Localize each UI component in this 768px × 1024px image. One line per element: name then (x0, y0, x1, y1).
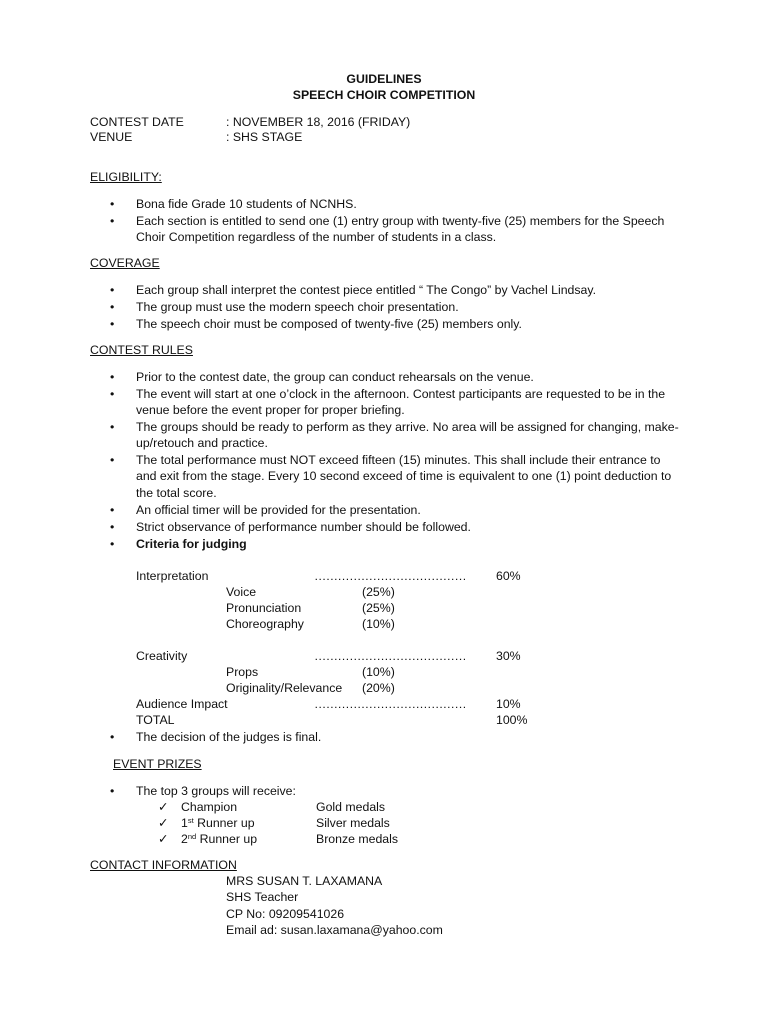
criteria-choreography-value: (10%) (362, 617, 395, 631)
rule-item: The event will start at one o’clock in the afternoon. Contest participants are requested to be in the venue before the event proper for proper briefing. (136, 387, 666, 418)
criteria-voice-label: Voice (226, 585, 257, 599)
bullet-icon: • (110, 214, 115, 228)
prize-place-number: 2 (181, 832, 188, 846)
venue-label: VENUE (90, 130, 133, 144)
prizes-intro: The top 3 groups will receive: (136, 784, 296, 798)
checkmark-icon: ✓ (158, 800, 169, 814)
criteria-leader-dots: ………………………………… (314, 697, 467, 711)
criteria-total-value: 100% (496, 713, 528, 727)
contest-date-label: CONTEST DATE (90, 115, 184, 129)
bullet-icon: • (110, 730, 115, 744)
prize-silver: Silver medals (316, 816, 390, 830)
prize-place-first-runner-up (181, 815, 255, 831)
criteria-pronunciation-label: Pronunciation (226, 601, 302, 615)
bullet-icon: • (110, 453, 115, 467)
rule-item: Prior to the contest date, the group can conduct rehearsals on the venue. (136, 370, 534, 384)
bullet-icon: • (110, 420, 115, 434)
final-decision-note: The decision of the judges is final. (136, 730, 322, 744)
contact-name: MRS SUSAN T. LAXAMANA (226, 874, 383, 888)
rule-item: The groups should be ready to perform as they arrive. No area will be assigned for changing, make-up/retouch and practice. (136, 420, 679, 451)
rule-item: The total performance must NOT exceed fifteen (15) minutes. This shall include their entrance to and exit from the stage. Every 10 second exceed of time is equivalent to one (1) point deduction to the total score. (136, 453, 672, 500)
criteria-creativity-label: Creativity (136, 649, 188, 663)
criteria-interpretation-label: Interpretation (136, 569, 209, 583)
bullet-icon: • (110, 537, 115, 551)
prize-place-text: Runner up (193, 816, 255, 830)
criteria-interpretation-value: 60% (496, 569, 521, 583)
criteria-props-value: (10%) (362, 665, 395, 679)
criteria-creativity-value: 30% (496, 649, 521, 663)
criteria-choreography-label: Choreography (226, 617, 304, 631)
contact-heading: CONTACT INFORMATION (90, 858, 237, 872)
criteria-heading: Criteria for judging (136, 537, 247, 551)
contest-date-value: : NOVEMBER 18, 2016 (FRIDAY) (226, 115, 411, 129)
bullet-icon: • (110, 503, 115, 517)
bullet-icon: • (110, 784, 115, 798)
rule-item: Strict observance of performance number should be followed. (136, 520, 471, 534)
contact-phone: CP No: 09209541026 (226, 907, 345, 921)
bullet-icon: • (110, 300, 115, 314)
coverage-heading: COVERAGE (90, 256, 160, 270)
coverage-item: Each group shall interpret the contest piece entitled “ The Congo” by Vachel Lindsay. (136, 283, 597, 297)
document-subtitle: SPEECH CHOIR COMPETITION (292, 88, 476, 102)
criteria-originality-label: Originality/Relevance (226, 681, 343, 695)
checkmark-icon: ✓ (158, 816, 169, 830)
checkmark-icon: ✓ (158, 832, 169, 846)
prize-place-number: 1 (181, 816, 188, 830)
criteria-voice-value: (25%) (362, 585, 395, 599)
contact-email: Email ad: susan.laxamana@yahoo.com (226, 923, 443, 937)
rule-item: An official timer will be provided for the presentation. (136, 503, 421, 517)
prize-place-champion: Champion (181, 800, 238, 814)
contest-rules-heading: CONTEST RULES (90, 343, 193, 357)
coverage-item: The group must use the modern speech choir presentation. (136, 300, 459, 314)
criteria-leader-dots: ………………………………… (314, 649, 467, 663)
event-prizes-heading: EVENT PRIZES (113, 757, 202, 771)
criteria-leader-dots: ………………………………… (314, 569, 467, 583)
criteria-audience-value: 10% (496, 697, 521, 711)
eligibility-item: Bona fide Grade 10 students of NCNHS. (136, 197, 357, 211)
venue-value: : SHS STAGE (226, 130, 303, 144)
eligibility-heading: ELIGIBILITY: (90, 170, 162, 184)
criteria-pronunciation-value: (25%) (362, 601, 395, 615)
document-title: GUIDELINES (346, 72, 422, 86)
prize-gold: Gold medals (316, 800, 386, 814)
criteria-audience-label: Audience Impact (136, 697, 228, 711)
contact-role: SHS Teacher (226, 890, 299, 904)
ordinal-suffix: nd (187, 832, 197, 841)
eligibility-item: Each section is entitled to send one (1) entry group with twenty-five (25) members for the Speech Choir Competition regardless of the number of students in a class. (136, 214, 665, 245)
bullet-icon: • (110, 283, 115, 297)
criteria-originality-value: (20%) (362, 681, 395, 695)
prize-place-text: Runner up (196, 832, 258, 846)
prize-place-second-runner-up (181, 831, 257, 847)
bullet-icon: • (110, 197, 115, 211)
prize-bronze: Bronze medals (316, 832, 399, 846)
criteria-total-label: TOTAL (136, 713, 175, 727)
ordinal-suffix: st (187, 816, 194, 825)
bullet-icon: • (110, 370, 115, 384)
criteria-props-label: Props (226, 665, 259, 679)
coverage-item: The speech choir must be composed of twenty-five (25) members only. (136, 317, 522, 331)
bullet-icon: • (110, 317, 115, 331)
bullet-icon: • (110, 520, 115, 534)
bullet-icon: • (110, 387, 115, 401)
